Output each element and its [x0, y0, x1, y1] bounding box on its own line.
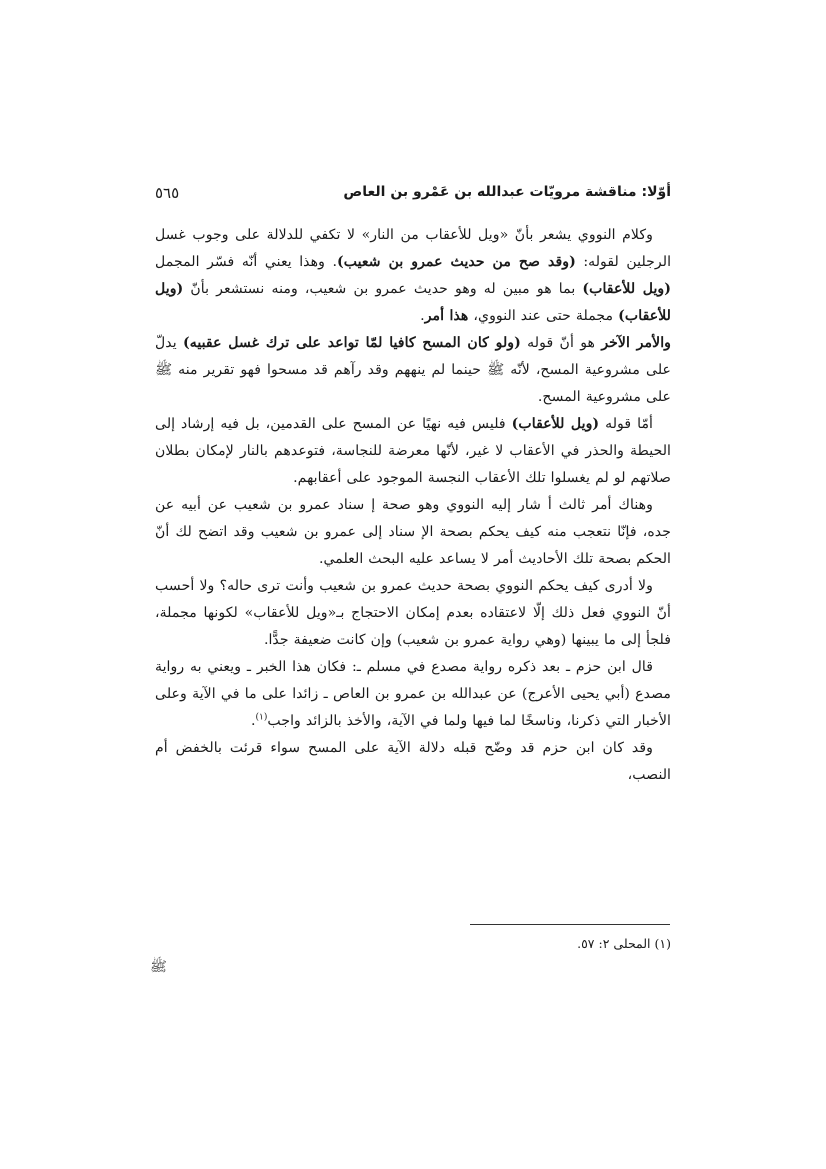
paragraph-6: قال ابن حزم ـ بعد ذكره رواية مصدع في مسلم ـ: فكان هذا الخبر ـ ويعني به رواية مصدع (أبي يحيى الأعرج) عن عبدالله بن عمرو بن العاص ـ زائدا على ما في الآية وعلى الأخبار التي ذكرنا، وناسخًا لما فيها ولما في الآية، والأخذ بالزائد واجب$^{(١)}$.: [155, 659, 671, 729]
paragraph-7: وقد كان ابن حزم قد وضّح قبله دلالة الآية على المسح سواء قرئت بالخفض أم النصب،: [155, 740, 671, 783]
page-header: [155, 180, 671, 206]
footnote-marker[interactable]: (١): [255, 712, 268, 723]
paragraph-4: وهناك أمر ثالث أ شار إليه النووي وهو صحة إ سناد عمرو بن شعيب عن أبيه عن جده، فإنّا نتعجب منه كيف يحكم بصحة الإ سناد إلى عمرو بن شعيب وقد اتضح لك أنّ الحكم بصحة تلك الأحاديث أمر لا يساعد عليه البحث العلمي.: [155, 497, 671, 567]
body-text: [155, 222, 671, 789]
footnote: (١) المحلى ٢: ٥٧.: [577, 936, 671, 951]
footnote-divider: [470, 924, 670, 925]
running-title: أوّلا: مناقشة مرويّات عبدالله بن عَمْرو بن العاص: [343, 184, 671, 200]
ornament-icon: ﷺ: [150, 959, 167, 975]
paragraph-2: والأمر الآخر هو أنّ قوله (ولو كان المسح كافيا لمّا تواعد على ترك غسل عقبيه) يدلّ على مشروعية المسح، لأنّه ﷺ حينما لم ينههم وقد رآهم قد مسحوا فهو تقرير منه ﷺ على مشروعية المسح.: [155, 335, 671, 405]
paragraph-3: أمّا قوله (ويل للأعقاب) فليس فيه نهيًا عن المسح على القدمين، بل فيه إرشاد إلى الحيطة والحذر في الأعقاب لا غير، لأنّها معرضة للنجاسة، فتوعدهم بالنار لإمكان بطلان صلاتهم لو لم يغسلوا تلك الأعقاب النجسة الموجود على أعقابهم.: [155, 416, 671, 486]
page-number: ٥٦٥: [155, 184, 180, 202]
paragraph-5: ولا أدرى كيف يحكم النووي بصحة حديث عمرو بن شعيب وأنت ترى حاله؟ ولا أحسب أنّ النووي فعل ذلك إلّا لاعتقاده بعدم إمكان الاحتجاج بـ«ويل للأعقاب» لكونها مجملة، فلجأ إلى ما يبينها (وهي رواية عمرو بن شعيب) وإن كانت ضعيفة جدًّا.: [155, 578, 671, 648]
paragraph-1: وكلام النووي يشعر بأنّ «ويل للأعقاب من النار» لا تكفي للدلالة على وجوب غسل الرجلين لقوله: (وقد صح من حديث عمرو بن شعيب). وهذا يعني أنّه فسّر المجمل (ويل للأعقاب) بما هو مبين له وهو حديث عمرو بن شعيب، ومنه نستشعر بأنّ (ويل للأعقاب) مجملة حتى عند النووي، هذا أمر.: [155, 227, 672, 324]
